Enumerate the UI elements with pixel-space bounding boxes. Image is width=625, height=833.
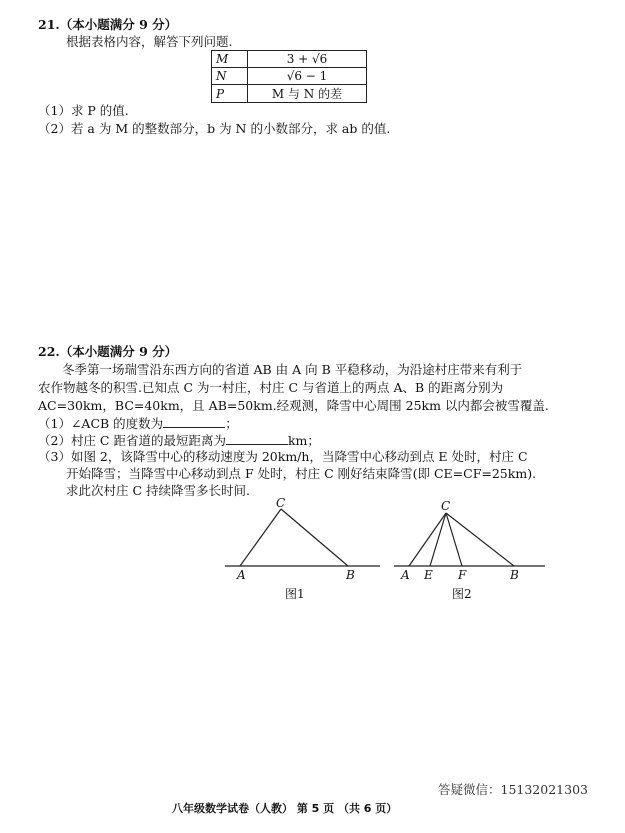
q22-para-line3: AC=30km，BC=40km，且 AB=50km.经观测，降雪中心周围 25km 以内都会被雪覆盖. bbox=[38, 398, 549, 413]
fig2-side-ce bbox=[430, 513, 446, 566]
fig1-side-cb bbox=[281, 509, 348, 566]
contact-watermark: 答疑微信：15132021303 bbox=[438, 782, 588, 797]
fig2-label-c: C bbox=[441, 499, 451, 513]
fig2-caption: 图2 bbox=[452, 587, 472, 601]
q21-header: 21.（本小题满分 9 分） bbox=[38, 17, 178, 32]
fig2-label-f: F bbox=[458, 568, 467, 582]
q22-header: 22.（本小题满分 9 分） bbox=[38, 344, 178, 359]
table-key: P bbox=[212, 85, 248, 103]
page-footer: 八年级数学试卷（人教） 第 5 页 （共 6 页） bbox=[172, 802, 398, 815]
fig1-side-ac bbox=[240, 509, 281, 566]
q22-sub2-text: （2）村庄 C 距省道的最短距离为 bbox=[38, 433, 226, 448]
table-key: M bbox=[212, 51, 248, 68]
fig1-caption: 图1 bbox=[285, 587, 305, 601]
table-value: √6 − 1 bbox=[248, 68, 367, 85]
q21-part2: （2）若 a 为 M 的整数部分，b 为 N 的小数部分，求 ab 的值. bbox=[38, 121, 391, 136]
table-key: N bbox=[212, 68, 248, 85]
table-value: M 与 N 的差 bbox=[248, 85, 367, 103]
fig2-label-b: B bbox=[510, 568, 519, 582]
q22-para-line1: 冬季第一场瑞雪沿东西方向的省道 AB 由 A 向 B 平稳移动，为沿途村庄带来有利于 bbox=[62, 362, 523, 377]
fig2-label-a: A bbox=[401, 568, 410, 582]
fig1-label-a: A bbox=[237, 568, 246, 582]
table-value: 3 + √6 bbox=[248, 51, 367, 68]
fig2-label-e: E bbox=[424, 568, 433, 582]
q22-para-line2: 农作物越冬的积雪.已知点 C 为一村庄，村庄 C 与省道上的两点 A、B 的距离分别为 bbox=[38, 380, 504, 395]
figure-1 bbox=[225, 509, 380, 566]
fig1-label-b: B bbox=[346, 568, 355, 582]
q22-sub3-line3: 求此次村庄 C 持续降雪多长时间. bbox=[66, 483, 250, 498]
q22-sub1-end: ； bbox=[225, 416, 238, 431]
fig2-side-ac bbox=[409, 513, 446, 566]
fig2-side-cf bbox=[446, 513, 462, 566]
q22-sub3-line2: 开始降雪；当降雪中心移动到点 F 处时，村庄 C 刚好结束降雪(即 CE=CF=25km). bbox=[66, 466, 537, 481]
q22-sub2-end: km； bbox=[287, 433, 320, 448]
q21-part1: （1）求 P 的值. bbox=[38, 103, 129, 118]
figure-2 bbox=[394, 513, 545, 566]
q21-intro: 根据表格内容，解答下列问题. bbox=[66, 34, 233, 49]
fig2-side-cb bbox=[446, 513, 514, 566]
q22-sub1-text: （1）∠ACB 的度数为 bbox=[38, 416, 164, 431]
fig1-label-c: C bbox=[276, 496, 286, 510]
q22-sub3-line1: （3）如图 2，该降雪中心的移动速度为 20km/h，当降雪中心移动到点 E 处时，村庄 C bbox=[38, 449, 528, 464]
